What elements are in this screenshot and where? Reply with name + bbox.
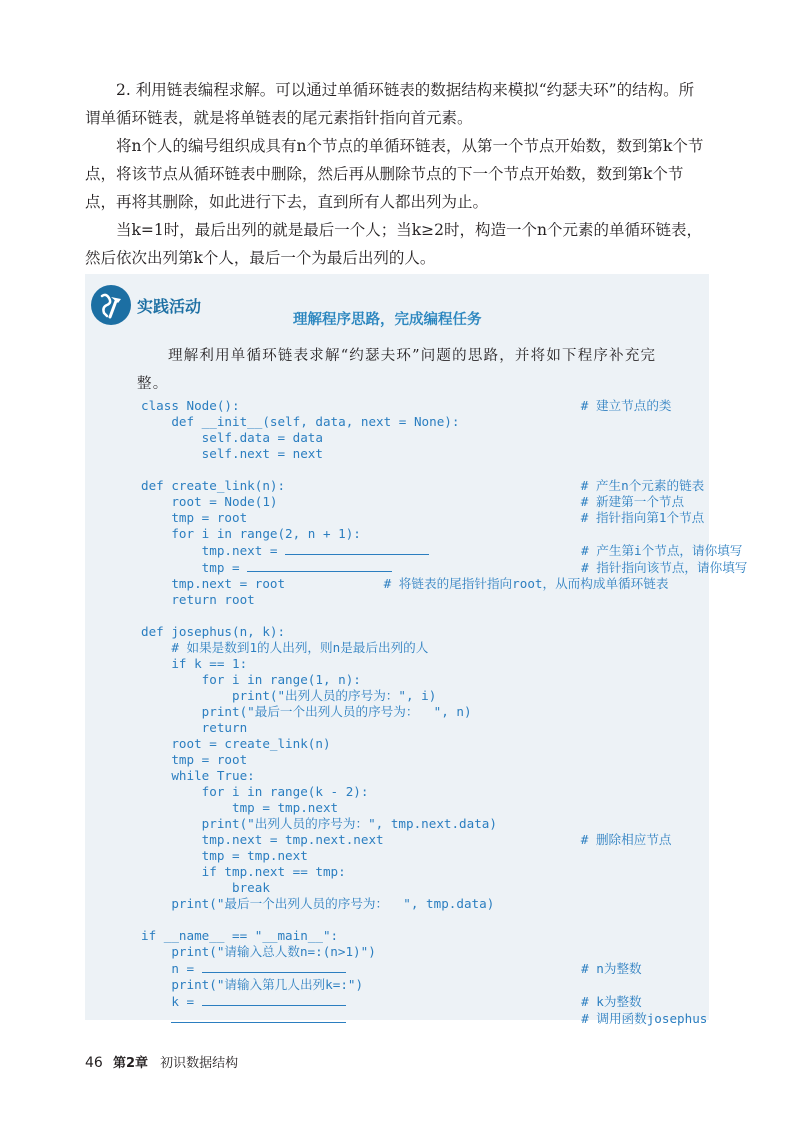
code-comment: # 删除相应节点: [580, 832, 672, 847]
code-line: [141, 656, 247, 671]
code-text: class Node():: [141, 398, 240, 413]
code-line: [141, 800, 338, 815]
chapter-title: 初识数据结构: [160, 1056, 239, 1071]
code-text: tmp.next = root: [141, 576, 286, 591]
code-comment: # 产生第i个节点，请你填写: [581, 543, 743, 558]
code-text: def josephus(n, k):: [141, 624, 286, 639]
code-line: [141, 864, 346, 879]
paragraph-1: [85, 76, 709, 132]
code-line: [141, 688, 436, 703]
code-text: print("出列人员的序号为：", tmp.next.data): [141, 816, 497, 831]
code-line: [141, 640, 428, 655]
code-line: [141, 478, 704, 493]
practice-activity-box: [85, 274, 748, 1026]
code-text: self.data = data: [141, 430, 323, 445]
code-line: [141, 784, 368, 799]
code-text: tmp = tmp.next: [141, 800, 339, 815]
fill-in-blank[interactable]: [202, 960, 346, 973]
code-line: [141, 994, 642, 1009]
page-footer: [85, 1052, 238, 1071]
code-line: [141, 816, 497, 831]
paragraph-3-text: 当k=1时，最后出列的就是最后一个人；当k≥2时，构造一个n个元素的单循环链表，然后依次出列第k个人，最后一个为最后出列的人。: [85, 221, 702, 267]
code-comment: # 建立节点的类: [580, 398, 672, 413]
code-text: if __name__ == "__main__":: [141, 928, 339, 943]
activity-subtitle: 理解程序思路，完成编程任务: [293, 312, 482, 328]
code-line: [141, 880, 270, 895]
code-line: [141, 430, 323, 445]
code-text: for i in range(k - 2):: [141, 784, 369, 799]
code-line: [141, 543, 742, 558]
code-line: [141, 398, 672, 413]
code-line: [141, 736, 331, 751]
code-text: for i in range(2, n + 1):: [141, 526, 361, 541]
fill-in-blank[interactable]: [285, 542, 429, 555]
code-line: [141, 560, 747, 575]
code-line: [141, 961, 642, 976]
code-text: def create_link(n):: [141, 478, 286, 493]
code-text: root = create_link(n): [141, 736, 331, 751]
paragraph-3: [85, 216, 709, 272]
fill-in-blank[interactable]: [171, 1010, 346, 1023]
code-line: [141, 896, 494, 911]
code-comment: # k为整数: [581, 994, 642, 1009]
page-number: 46: [85, 1055, 103, 1071]
code-text: # 如果是数到1的人出列，则n是最后出列的人: [141, 640, 429, 655]
activity-instruction: 理解利用单循环链表求解“约瑟夫环”问题的思路，并将如下程序补充完整。: [137, 348, 657, 392]
chapter-label: 第2章: [112, 1056, 149, 1071]
code-text: print("请输入第几人出列k=:"): [141, 977, 364, 992]
code-line: [141, 510, 704, 525]
activity-badge-label: 实践活动: [137, 297, 202, 316]
code-line: [141, 977, 363, 992]
code-line: [141, 752, 247, 767]
code-comment: # 将链表的尾指针指向root，从而构成单循环链表: [383, 576, 669, 591]
code-text: tmp.next =: [141, 543, 286, 558]
code-line: [141, 1011, 707, 1026]
code-text: print("出列人员的序号为：", i): [141, 688, 437, 703]
code-line: [141, 928, 338, 943]
code-text: if k == 1:: [141, 656, 248, 671]
code-text: tmp =: [141, 560, 248, 575]
code-line: [141, 832, 672, 847]
activity-tools-icon: [90, 284, 132, 326]
paragraph-2-text: 将n个人的编号组织成具有n个节点的单循环链表，从第一个节点开始数，数到第k个节点，将该节点从循环链表中删除，然后再从删除节点的下一个节点开始数，数到第k个节点，再将其删除，如此进行下去，直到所有人都出列为止。: [85, 137, 704, 211]
code-block: [141, 398, 747, 1027]
code-line: [141, 768, 255, 783]
code-text: break: [141, 880, 270, 895]
code-line: [141, 848, 308, 863]
code-comment: # n为整数: [581, 961, 642, 976]
code-line: [141, 672, 361, 687]
code-text: print("请输入总人数n=:(n>1)"): [141, 944, 376, 959]
code-line: [141, 704, 472, 719]
code-line: [141, 720, 247, 735]
code-text: self.next = next: [141, 446, 323, 461]
fill-in-blank[interactable]: [247, 559, 391, 572]
code-text: k =: [141, 994, 202, 1009]
paragraph-1-text: 2. 利用链表编程求解。可以通过单循环链表的数据结构来模拟“约瑟夫环”的结构。所谓单循环链表，就是将单链表的尾元素指针指向首元素。: [85, 81, 695, 127]
code-comment: # 指针指向该节点，请你填写: [581, 560, 748, 575]
code-text: root = Node(1): [141, 494, 278, 509]
code-line: [141, 592, 255, 607]
paragraph-2: [85, 132, 709, 216]
code-text: tmp = root: [141, 510, 248, 525]
code-comment: # 新建第一个节点: [580, 494, 685, 509]
code-text: [141, 1011, 171, 1026]
code-line: [141, 624, 285, 639]
code-line: [141, 576, 668, 591]
code-comment: # 指针指向第1个节点: [580, 510, 705, 525]
code-line: [141, 494, 684, 509]
fill-in-blank[interactable]: [202, 993, 346, 1006]
code-text: print("最后一个出列人员的序号为： ", tmp.data): [141, 896, 495, 911]
code-text: tmp.next = tmp.next.next: [141, 832, 384, 847]
code-text: for i in range(1, n):: [141, 672, 361, 687]
code-text: n =: [141, 961, 202, 976]
code-text: return root: [141, 592, 255, 607]
code-line: [141, 414, 459, 429]
code-line: [141, 526, 361, 541]
code-text: tmp = root: [141, 752, 248, 767]
code-line: [141, 446, 323, 461]
code-comment: # 调用函数josephus: [581, 1011, 708, 1026]
code-text: if tmp.next == tmp:: [141, 864, 346, 879]
code-text: while True:: [141, 768, 255, 783]
code-text: return: [141, 720, 248, 735]
code-text: tmp = tmp.next: [141, 848, 308, 863]
code-line: [141, 944, 376, 959]
code-text: print("最后一个出列人员的序号为： ", n): [141, 704, 472, 719]
code-text: def __init__(self, data, next = None):: [141, 414, 460, 429]
code-comment: # 产生n个元素的链表: [580, 478, 705, 493]
